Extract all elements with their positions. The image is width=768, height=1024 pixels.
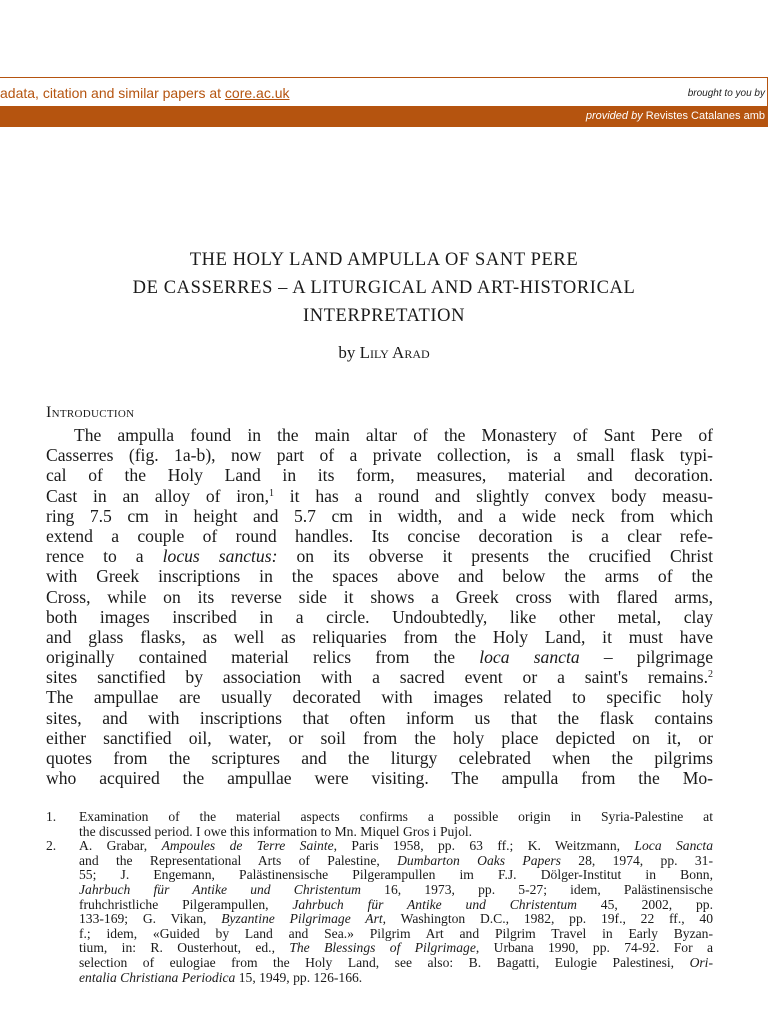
body-line: either sanctified oil, water, or soil from the holy place depicted on it, or — [46, 727, 713, 748]
body-line: originally contained material relics from the loca sancta – pilgrimage — [46, 647, 714, 668]
body-line: who acquired the ampullae were visiting. The ampulla from the Mo- — [46, 768, 713, 789]
body-line: sites sanctified by association with a sacred event or a saint's remains.$^2$ — [46, 667, 713, 688]
footnote-number: 2. — [46, 838, 57, 854]
footnote-line: fruhchristliche Pilgerampullen, Jahrbuch für Antike und Christentum 45, 2002, pp. — [79, 896, 714, 912]
footnote-line: the discussed period. I owe this information to Mn. Miquel Gros i Pujol. — [79, 823, 473, 839]
body-line: Cross, while on its reverse side it shows a Greek cross with flared arms, — [46, 586, 713, 607]
core-banner-prefix: adata, citation and similar papers at — [0, 85, 225, 101]
body-line: Casserres (fig. 1a-b), now part of a private collection, is a small flask typi- — [46, 445, 713, 466]
core-banner-right: brought to you by — [687, 88, 765, 99]
body-line: Cast in an alloy of iron,$^1$ it has a round and slightly convex body measu- — [46, 485, 713, 506]
provided-by-label: provided by — [585, 110, 643, 122]
footnote-line: Examination of the material aspects confirms a possible origin in Syria-Palestine at — [79, 809, 713, 824]
footnote-line: A. Grabar, Ampoules de Terre Sainte, Paris 1958, pp. 63 ff.; K. Weitzmann, Loca Sancta — [79, 838, 713, 854]
body-line: The ampullae are usually decorated with images related to specific holy — [46, 687, 713, 708]
core-banner-left — [0, 85, 290, 101]
article-title — [0, 246, 768, 330]
footnote — [46, 810, 713, 839]
footnote — [46, 839, 713, 985]
article-byline — [0, 343, 768, 363]
provider-bar — [0, 107, 768, 127]
title-line-2: DE CASSERRES – A LITURGICAL AND ART-HISTORICAL — [132, 278, 636, 298]
body-line: rence to a locus sanctus: on its obverse it presents the crucified Christ — [46, 546, 713, 567]
body-line: The ampulla found in the main altar of the Monastery of Sant Pere of — [74, 425, 713, 445]
body-line: ring 7.5 cm in height and 5.7 cm in width, and a wide neck from which — [46, 505, 713, 526]
provider-text — [586, 110, 765, 122]
footnote-line: selection of eulogiae from the Holy Land, see also: B. Bagatti, Eulogie Palestinesi, Ori- — [79, 954, 713, 970]
footnote-line: tium, in: R. Ousterhout, ed., The Blessings of Pilgrimage, Urbana 1990, pp. 74-92. For a — [79, 940, 713, 956]
body-line: both images inscribed in a circle. Undoubtedly, like other metal, clay — [46, 606, 713, 627]
footnotes — [46, 810, 713, 985]
core-banner — [0, 77, 768, 107]
body-paragraph — [46, 425, 713, 788]
footnote-line: and the Representational Arts of Palestine, Dumbarton Oaks Papers 28, 1974, pp. 31- — [79, 852, 713, 868]
footnote-number: 1. — [46, 809, 57, 824]
footnote-line: f.; idem, «Guided by Land and Sea.» Pilgrim Art and Pilgrim Travel in Early Byzan- — [79, 925, 713, 941]
section-heading: Introduction — [46, 404, 135, 421]
core-link[interactable]: core.ac.uk — [224, 85, 290, 101]
author-name: Lily Arad — [359, 343, 430, 362]
byline-prefix: by — [338, 343, 356, 362]
body-line: extend a couple of round handles. Its concise decoration is a clear refe- — [46, 525, 713, 546]
body-line: quotes from the scriptures and the liturgy celebrated when the pilgrims — [46, 748, 713, 768]
title-line-3: INTERPRETATION — [302, 306, 466, 326]
body-line: cal of the Holy Land in its form, measures, material and decoration. — [46, 465, 713, 486]
footnote-line: 133-169; G. Vikan, Byzantine Pilgrimage Art, Washington D.C., 1982, pp. 19f., 22 ff., 40 — [79, 911, 713, 927]
body-line: sites, and with inscriptions that often inform us that the flask contains — [46, 707, 713, 728]
footnote-line: 55; J. Engemann, Palästinensische Pilgerampullen im F.J. Dölger-Institut in Bonn, — [79, 867, 713, 883]
title-line-1: THE HOLY LAND AMPULLA OF SANT PERE — [189, 250, 579, 270]
footnote-line: Jahrbuch für Antike und Christentum 16, 1973, pp. 5-27; idem, Palästinensische — [79, 881, 713, 897]
provider-name-link[interactable]: Revistes Catalanes amb — [645, 110, 765, 122]
footnote-line: entalia Christiana Periodica 15, 1949, pp. 126-166. — [79, 969, 363, 985]
body-line: and glass flasks, as well as reliquaries from the Holy Land, it must have — [46, 626, 713, 647]
body-line: with Greek inscriptions in the spaces above and below the arms of the — [46, 566, 713, 587]
